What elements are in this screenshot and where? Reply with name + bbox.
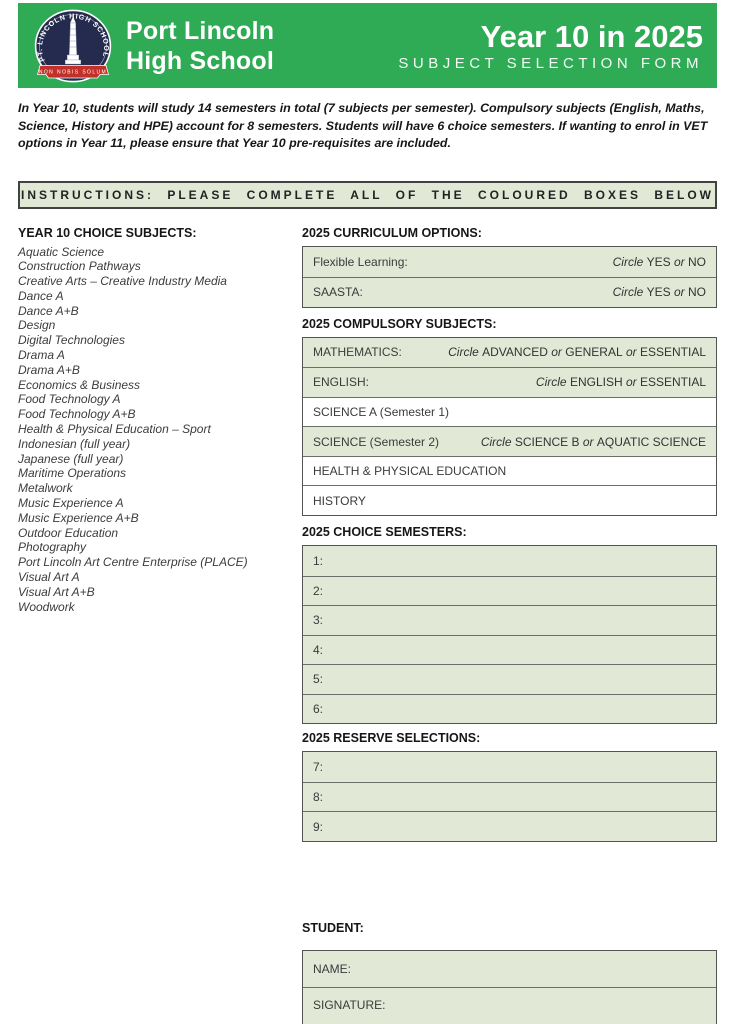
signature-row[interactable]	[303, 987, 716, 1024]
reserve-box	[302, 751, 717, 842]
reserve-8-row[interactable]	[303, 782, 716, 812]
option-english[interactable]: ENGLISH	[569, 375, 623, 390]
form-subtitle: SUBJECT SELECTION FORM	[398, 54, 703, 72]
option-yes[interactable]: YES	[646, 285, 671, 299]
compulsory-section	[302, 316, 717, 517]
name-row[interactable]	[303, 951, 716, 987]
choice-subject-item: Dance A	[18, 288, 64, 303]
connector-text: or	[622, 375, 640, 390]
choice-subject-item: Music Experience A	[18, 496, 124, 511]
choice-subject-item: Music Experience A+B	[18, 510, 139, 525]
logo-motto-text: NON NOBIS SOLUM	[38, 69, 108, 76]
choice-section	[302, 524, 717, 724]
reserve-7-row-label: 7:	[313, 759, 324, 774]
choice-subject-item: Photography	[18, 540, 87, 555]
form-title: Year 10 in 2025	[480, 18, 703, 54]
student-box	[302, 950, 717, 1024]
header-right	[398, 20, 717, 72]
choice-subject-item: Metalwork	[18, 481, 73, 496]
choice-subject-item: Indonesian (full year)	[18, 436, 131, 451]
choice-subject-item: Aquatic Science	[18, 244, 105, 259]
school-name	[126, 16, 274, 76]
compulsory-heading: 2025 COMPULSORY SUBJECTS:	[302, 316, 497, 331]
english-row-options	[536, 375, 706, 389]
saasta-row-options	[613, 285, 706, 299]
choice-4-row-label: 4:	[313, 642, 324, 657]
option-no[interactable]: NO	[688, 254, 706, 269]
option-essential[interactable]: ESSENTIAL	[639, 375, 706, 390]
form-sections-column	[302, 225, 717, 1024]
instructions-banner: INSTRUCTIONS: PLEASE COMPLETE ALL OF THE COLOURED BOXES BELOW	[18, 181, 717, 209]
choice-subject-item: Food Technology A	[18, 392, 121, 407]
choice-1-row[interactable]	[303, 546, 716, 576]
choice-subject-item: Woodwork	[18, 599, 75, 614]
reserve-7-row[interactable]	[303, 752, 716, 782]
choice-3-row-label: 3:	[313, 613, 324, 628]
header-band	[18, 3, 717, 88]
mathematics-row-label: MATHEMATICS:	[313, 345, 402, 360]
choice-subject-item: Creative Arts – Creative Industry Media	[18, 274, 227, 289]
school-name-line2: High School	[126, 46, 275, 75]
student-heading: STUDENT:	[302, 920, 364, 935]
choice-subject-item: Maritime Operations	[18, 466, 127, 481]
choice-subject-item: Economics & Business	[18, 377, 141, 392]
option-no[interactable]: NO	[688, 285, 706, 299]
logo-ring-text: PT. LINCOLN HIGH SCHOOL	[35, 11, 111, 63]
choice-subject-item: Health & Physical Education – Sport	[18, 422, 211, 437]
choice-subjects-list	[18, 245, 302, 615]
name-row-label: NAME:	[313, 961, 352, 976]
connector-text: or	[579, 434, 597, 449]
reserve-section	[302, 730, 717, 842]
compulsory-box	[302, 337, 717, 517]
curriculum-heading: 2025 CURRICULUM OPTIONS:	[302, 225, 482, 240]
connector-text: or	[547, 345, 566, 360]
choice-subjects-heading: YEAR 10 CHOICE SUBJECTS:	[18, 225, 197, 240]
flexible-learning-row[interactable]	[303, 247, 716, 277]
choice-subject-item: Digital Technologies	[18, 333, 125, 348]
choice-subject-item: Dance A+B	[18, 303, 79, 318]
choice-subject-item: Drama A+B	[18, 362, 80, 377]
content-columns	[18, 225, 717, 1024]
option-yes[interactable]: YES	[646, 254, 671, 269]
connector-text: or	[670, 285, 688, 299]
choice-3-row[interactable]	[303, 605, 716, 635]
choice-subject-item: Visual Art A+B	[18, 584, 95, 599]
reserve-9-row[interactable]	[303, 811, 716, 841]
choice-subject-item: Japanese (full year)	[18, 451, 124, 466]
choice-subject-item: Design	[18, 318, 56, 333]
english-row-label: ENGLISH:	[313, 375, 370, 390]
choice-6-row-label: 6:	[313, 701, 324, 716]
choice-5-row-label: 5:	[313, 672, 324, 687]
science-a-row[interactable]	[303, 397, 716, 427]
saasta-row-label: SAASTA:	[313, 285, 363, 299]
student-section	[302, 920, 717, 1024]
choice-subject-item: Outdoor Education	[18, 525, 119, 540]
flexible-learning-row-options	[613, 255, 706, 269]
choice-box	[302, 545, 717, 724]
science-sem2-row-options	[481, 435, 706, 449]
science-a-row-label: SCIENCE A (Semester 1)	[313, 404, 450, 419]
reserve-heading: 2025 RESERVE SELECTIONS:	[302, 731, 481, 746]
connector-text: Circle	[535, 375, 570, 390]
science-sem2-row-label: SCIENCE (Semester 2)	[313, 434, 440, 449]
intro-paragraph: In Year 10, students will study 14 semesters in total (7 subjects per semester). Compulsory subjects (English, Maths, Science, History and HPE) account for 8 semesters. Students will have 6 choice semesters. If wanting to enrol in VET options in Year 11, please ensure that Year 10 pre-requisites are included.	[18, 101, 708, 150]
option-aquatic-science[interactable]: AQUATIC SCIENCE	[596, 434, 706, 449]
option-essential[interactable]: ESSENTIAL	[639, 345, 706, 360]
connector-text: Circle	[612, 254, 647, 269]
choice-5-row[interactable]	[303, 664, 716, 694]
hpe-row[interactable]	[303, 456, 716, 486]
option-general[interactable]: GENERAL	[565, 345, 623, 360]
connector-text: or	[670, 254, 688, 269]
history-row-label: HISTORY	[313, 493, 366, 508]
choice-6-row[interactable]	[303, 694, 716, 724]
choice-subjects-column	[18, 225, 302, 1024]
choice-subject-item: Drama A	[18, 348, 65, 363]
choice-4-row[interactable]	[303, 635, 716, 665]
signature-row-label: SIGNATURE:	[313, 997, 386, 1012]
mathematics-row-options	[448, 345, 706, 359]
connector-text: Circle	[448, 345, 483, 360]
choice-subject-item: Port Lincoln Art Centre Enterprise (PLACE)	[18, 555, 248, 570]
curriculum-box	[302, 246, 717, 308]
history-row[interactable]	[303, 485, 716, 515]
connector-text: Circle	[480, 434, 515, 449]
reserve-9-row-label: 9:	[313, 819, 324, 834]
choice-subject-item: Visual Art A	[18, 570, 80, 585]
choice-subject-item: Construction Pathways	[18, 259, 141, 274]
connector-text: or	[622, 345, 640, 360]
science-sem2-row[interactable]	[303, 426, 716, 456]
choice-1-row-label: 1:	[313, 553, 324, 568]
hpe-row-label: HEALTH & PHYSICAL EDUCATION	[313, 464, 507, 479]
reserve-8-row-label: 8:	[313, 789, 324, 804]
mathematics-row[interactable]	[303, 338, 716, 368]
saasta-row[interactable]	[303, 277, 716, 307]
choice-2-row[interactable]	[303, 576, 716, 606]
school-logo-icon	[34, 9, 112, 83]
school-name-line1: Port Lincoln	[126, 16, 275, 45]
option-science-b[interactable]: SCIENCE B	[514, 434, 580, 449]
curriculum-section	[302, 225, 717, 308]
choice-subject-item: Food Technology A+B	[18, 407, 136, 422]
connector-text: Circle	[612, 285, 647, 299]
english-row[interactable]	[303, 367, 716, 397]
flexible-learning-row-label: Flexible Learning:	[313, 254, 408, 269]
option-advanced[interactable]: ADVANCED	[482, 345, 548, 360]
choice-2-row-label: 2:	[313, 583, 324, 598]
choice-heading: 2025 CHOICE SEMESTERS:	[302, 525, 467, 540]
